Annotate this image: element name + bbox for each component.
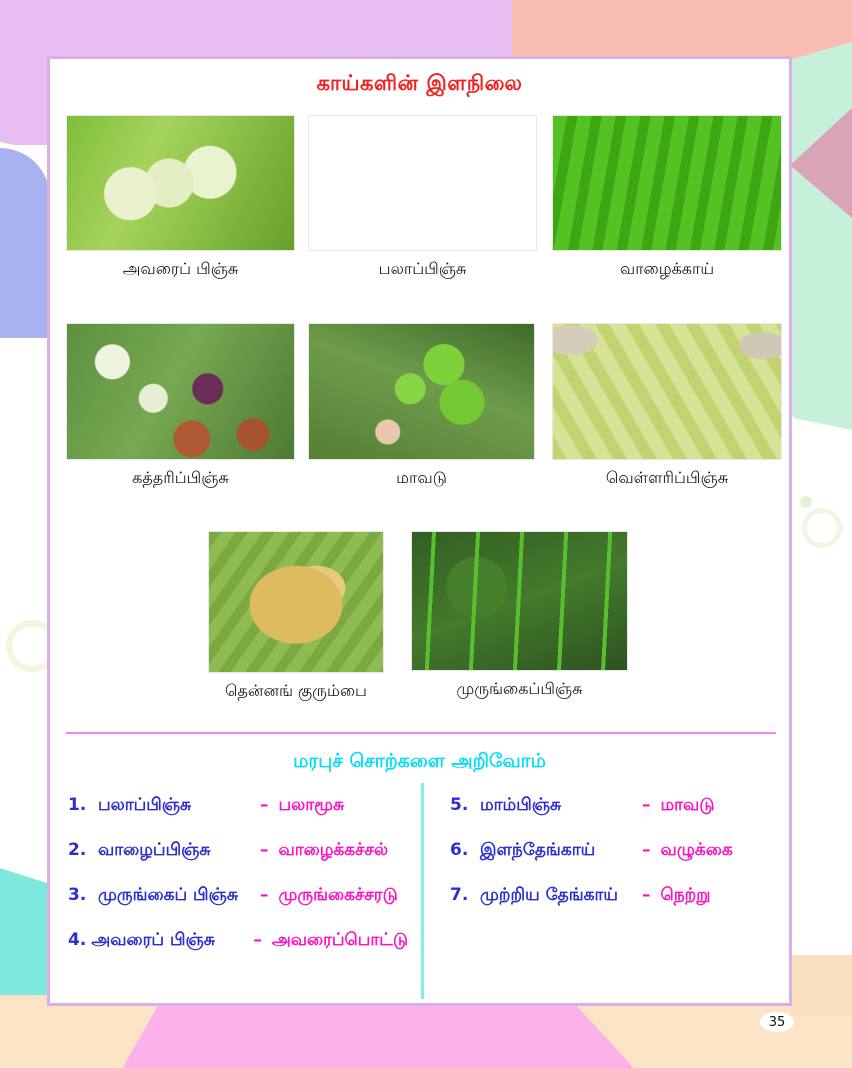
vocab-item-number: 2. (68, 840, 87, 860)
bg-shape-periwinkle (0, 148, 50, 338)
jackfruit-photo (308, 115, 537, 251)
figure-caption: வெள்ளரிப்பிஞ்சு (605, 468, 729, 487)
figure-jackfruit (308, 115, 537, 280)
vocab-item-term: முற்றிய தேங்காய் (480, 885, 618, 905)
vocab-item-meaning: வழுக்கை (660, 840, 733, 860)
figure-caption: முருங்கைப்பிஞ்சு (456, 679, 583, 698)
content-sheet (47, 56, 792, 1006)
figure-caption: வாழைக்காய் (619, 259, 715, 278)
vocab-item-term: வாழைப்பிஞ்சு (98, 840, 211, 860)
page-number: 35 (768, 1014, 786, 1030)
vocab-section-heading: மரபுச் சொற்களை அறிவோம் (293, 750, 546, 772)
vocab-item (68, 795, 408, 819)
figure-caption: தென்னங் குரும்பை (225, 681, 367, 700)
vocab-item-meaning: பலாமூசு (278, 795, 345, 815)
vocab-column-divider (421, 783, 424, 999)
vocab-item-number: 6. (450, 840, 469, 860)
vocab-item-meaning: மாவடு (660, 795, 715, 815)
vocab-item (68, 930, 408, 954)
vocab-item (450, 795, 790, 819)
vocab-item (68, 885, 408, 909)
figure-caption: கத்தரிப்பிஞ்சு (132, 468, 229, 487)
vocab-item (68, 840, 408, 864)
page-number-badge (760, 1012, 794, 1032)
decor-swirl (802, 508, 842, 548)
raw-banana-photo (552, 115, 782, 251)
vocab-item-dash: – (642, 795, 651, 815)
vocab-item-number: 5. (450, 795, 469, 815)
vocab-item (450, 840, 790, 864)
drumstick-pods-photo (411, 531, 628, 671)
vocab-item-dash: – (253, 930, 262, 950)
coconut-spadix-photo (208, 531, 384, 673)
vocab-column-right (450, 795, 790, 909)
vocab-item-dash: – (260, 840, 269, 860)
vocab-item-meaning: முருங்கைச்சரடு (278, 885, 398, 905)
baby-mango-photo (308, 323, 535, 460)
figure-caption: அவரைப் பிஞ்சு (122, 259, 239, 278)
vocab-item-number: 4. (68, 930, 87, 950)
vocab-item (450, 885, 790, 909)
figure-coconut-spadix (208, 531, 384, 702)
figure-avarai (66, 115, 295, 280)
vocab-item-meaning: நெற்று (660, 885, 711, 905)
vocab-item-dash: – (260, 885, 269, 905)
figure-baby-mango (308, 323, 535, 489)
vocab-item-term: மாம்பிஞ்சு (480, 795, 562, 815)
vocab-item-number: 1. (68, 795, 87, 815)
avarai-pods-photo (66, 115, 295, 251)
vocab-item-number: 3. (68, 885, 87, 905)
vocab-item-term: அவரைப் பிஞ்சு (91, 930, 215, 950)
figure-caption: பலாப்பிஞ்சு (378, 259, 467, 278)
section-separator-line (66, 732, 776, 734)
figure-banana (552, 115, 782, 280)
vocab-item-dash: – (642, 840, 651, 860)
decor-swirl (800, 496, 812, 508)
figure-caption: மாவடு (396, 468, 447, 487)
page-title: காய்களின் இளநிலை (316, 71, 523, 95)
cucumber-pile-photo (552, 323, 782, 460)
vocab-item-term: பலாப்பிஞ்சு (98, 795, 192, 815)
vocab-item-meaning: அவரைப்பொட்டு (271, 930, 408, 950)
figure-drumstick (411, 531, 628, 700)
bg-shape-peach-right (790, 955, 852, 1015)
vocab-item-number: 7. (450, 885, 469, 905)
vocab-item-dash: – (260, 795, 269, 815)
figure-brinjal (66, 323, 295, 489)
vocab-column-left (68, 795, 408, 954)
brinjal-plants-photo (66, 323, 295, 460)
vocab-item-meaning: வாழைக்கச்சல் (278, 840, 389, 860)
vocab-item-term: முருங்கைப் பிஞ்சு (98, 885, 238, 905)
figure-cucumber (552, 323, 782, 489)
vocab-item-term: இளந்தேங்காய் (480, 840, 596, 860)
vocab-item-dash: – (642, 885, 651, 905)
